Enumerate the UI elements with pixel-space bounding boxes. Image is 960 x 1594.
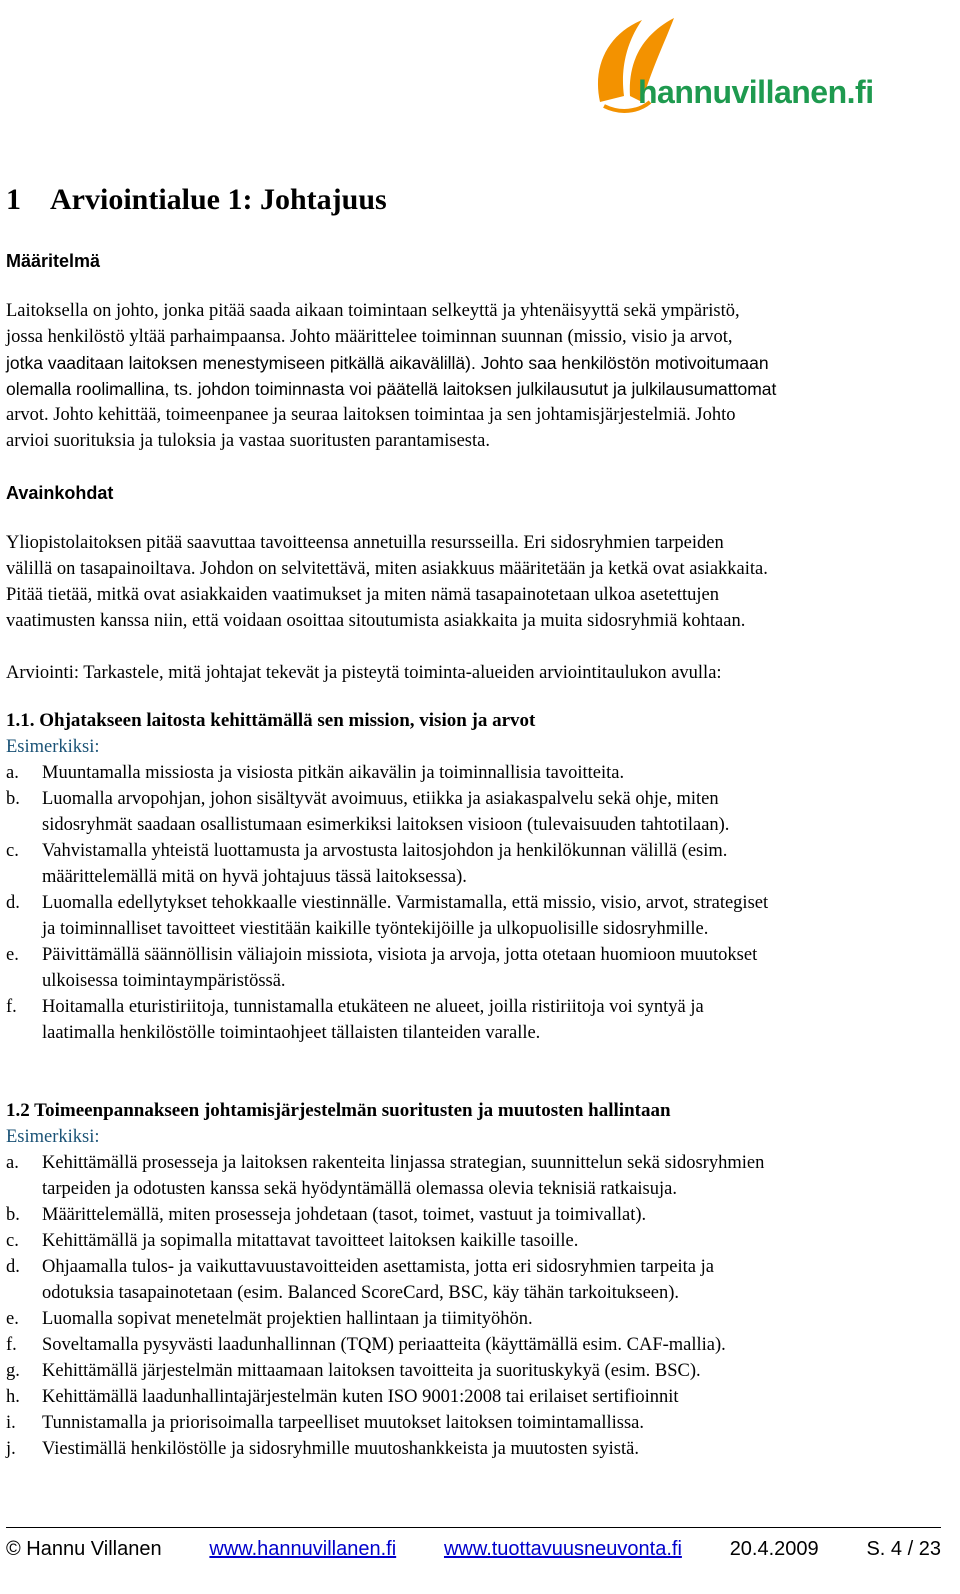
key-points-line: vaatimusten kanssa niin, että voidaan osoittaa sitoutumista asiakkaita ja muita sidosryhmiä kohtaan. — [6, 611, 746, 631]
link-hannuvillanen[interactable]: www.hannuvillanen.fi — [209, 1538, 397, 1560]
key-points-label: Avainkohdat — [6, 483, 114, 503]
assessment-text: Arviointi: Tarkastele, mitä johtajat tekevät ja pisteytä toiminta-alueiden arviointitaulukon avulla: — [6, 663, 722, 683]
heading-number: 1 — [6, 183, 21, 216]
list-item: c. Vahvistamalla yhteistä luottamusta ja arvostusta laitosjohdon ja henkilökunnan välillä (esim. määrittelemällä mitä on hyvä johtajuus tässä laitoksessa). — [6, 841, 728, 887]
list-item: j. Viestimällä henkilöstölle ja sidosryhmille muutoshankkeista ja muutosten syistä. — [6, 1439, 639, 1459]
list-item: e. Luomalla sopivat menetelmät projektien hallintaan ja tiimityöhön. — [6, 1309, 533, 1329]
key-points-line: Yliopistolaitoksen pitää saavuttaa tavoitteensa annetuilla resursseilla. Eri sidosryhmien tarpeiden — [6, 533, 724, 553]
list-item: d. Luomalla edellytykset tehokkaalle viestinnälle. Varmistamalla, että missio, visio, arvot, strategiset ja toiminnalliset tavoitteet viestitään kaikille työntekijöille ja ulkopuolisille sidosryhmille. — [6, 893, 769, 939]
site-logo — [590, 6, 930, 126]
heading-title: Arviointialue 1: Johtajuus — [50, 183, 387, 216]
definition-text — [6, 298, 946, 454]
section-1-2-title: 1.2 Toimeenpannakseen johtamisjärjestelmän suoritusten ja muutosten hallintaan — [6, 1100, 671, 1121]
list-item: i. Tunnistamalla ja priorisoimalla tarpeelliset muutokset laitoksen toimintamallissa. — [6, 1413, 645, 1433]
examples-label: Esimerkiksi: — [6, 1127, 100, 1147]
definition-line: olemalla roolimallina, ts. johdon toiminnasta voi päätellä laitoksen julkilausutut ja julkilausumattomat — [6, 379, 777, 399]
definition-line: arvioi suorituksia ja tuloksia ja vastaa suoritusten parantamisesta. — [6, 431, 490, 451]
page-title — [6, 180, 946, 220]
key-points-text — [6, 530, 946, 634]
page-number: S. 4 / 23 — [866, 1538, 941, 1560]
logo-text: hannuvillanen.fi — [638, 74, 874, 110]
list-item: b. Luomalla arvopohjan, johon sisältyvät avoimuus, etiikka ja asiakaspalvelu sekä ohje, miten sidosryhmät saadaan osallistumaan esimerkiksi laitoksen visioon (tulevaisuuden tahtotilaan). — [6, 789, 730, 835]
list-item: f. Hoitamalla eturistiriitoja, tunnistamalla etukäteen ne alueet, joilla ristiriitoja voi syntyä ja laatimalla henkilöstölle toimintaohjeet tällaisten tilanteiden varalle. — [6, 997, 704, 1043]
definition-label: Määritelmä — [6, 251, 101, 271]
list-item: g. Kehittämällä järjestelmän mittaamaan laitoksen tavoitteita ja suorituskykyä (esim. BSC). — [6, 1361, 701, 1381]
list-item: b. Määrittelemällä, miten prosesseja johdetaan (tasot, toimet, vastuut ja toimivallat). — [6, 1205, 647, 1225]
list-item: d. Ohjaamalla tulos- ja vaikuttavuustavoitteiden asettamista, jotta eri sidosryhmien tarpeita ja odotuksia tasapainotetaan (esim. Balanced ScoreCard, BSC, käy tähän tarkoitukseen). — [6, 1257, 714, 1303]
definition-line: jotka vaaditaan laitoksen menestymiseen pitkällä aikavälillä). Johto saa henkilöstön motivoitumaan — [6, 353, 769, 373]
definition-line: arvot. Johto kehittää, toimeenpanee ja seuraa laitoksen toimintaa ja sen johtamisjärjestelmiä. Johto — [6, 405, 736, 425]
list-item: h. Kehittämällä laadunhallintajärjestelmän kuten ISO 9001:2008 tai erilaiset sertifioinnit — [6, 1387, 679, 1407]
list-item: f. Soveltamalla pysyvästi laadunhallinnan (TQM) periaatteita (käyttämällä esim. CAF-mallia). — [6, 1335, 726, 1355]
key-points-line: välillä on tasapainoiltava. Johdon on selvitettävä, miten asiakkuus määritetään ja ketkä ovat asiakkaita. — [6, 559, 768, 579]
section-1-2-list — [6, 1150, 946, 1462]
section-1-1-title: 1.1. Ohjatakseen laitosta kehittämällä sen mission, vision ja arvot — [6, 710, 536, 731]
definition-line: Laitoksella on johto, jonka pitää saada aikaan toimintaan selkeyttä ja yhtenäisyyttä sekä ympäristö, — [6, 301, 740, 321]
copyright: © Hannu Villanen — [6, 1538, 162, 1560]
list-item: a. Muuntamalla missiosta ja visiosta pitkän aikavälin ja toiminnallisia tavoitteita. — [6, 763, 625, 783]
list-item: c. Kehittämällä ja sopimalla mitattavat tavoitteet laitoksen kaikille tasoille. — [6, 1231, 579, 1251]
page-footer — [6, 1527, 941, 1561]
list-item: a. Kehittämällä prosesseja ja laitoksen rakenteita linjassa strategian, suunnittelun sekä sidosryhmien tarpeiden ja odotusten kanssa sekä hyödyntämällä olemassa olevia teknisiä ratkaisuja. — [6, 1153, 765, 1199]
definition-line: jossa henkilöstö yltää parhaimpaansa. Johto määrittelee toiminnan suunnan (missio, visio ja arvot, — [6, 327, 733, 347]
document-body — [6, 180, 946, 1462]
key-points-line: Pitää tietää, mitkä ovat asiakkaiden vaatimukset ja miten nämä tasapainotetaan ulkoa asetettujen — [6, 585, 720, 605]
link-tuottavuusneuvonta[interactable]: www.tuottavuusneuvonta.fi — [443, 1538, 682, 1560]
section-1-1-list — [6, 760, 946, 1046]
examples-label: Esimerkiksi: — [6, 737, 100, 757]
list-item: e. Päivittämällä säännöllisin väliajoin missiota, visiota ja arvoja, jotta otetaan huomioon muutokset ulkoisessa toimintaympäristössä. — [6, 945, 758, 991]
footer-date: 20.4.2009 — [729, 1538, 819, 1560]
